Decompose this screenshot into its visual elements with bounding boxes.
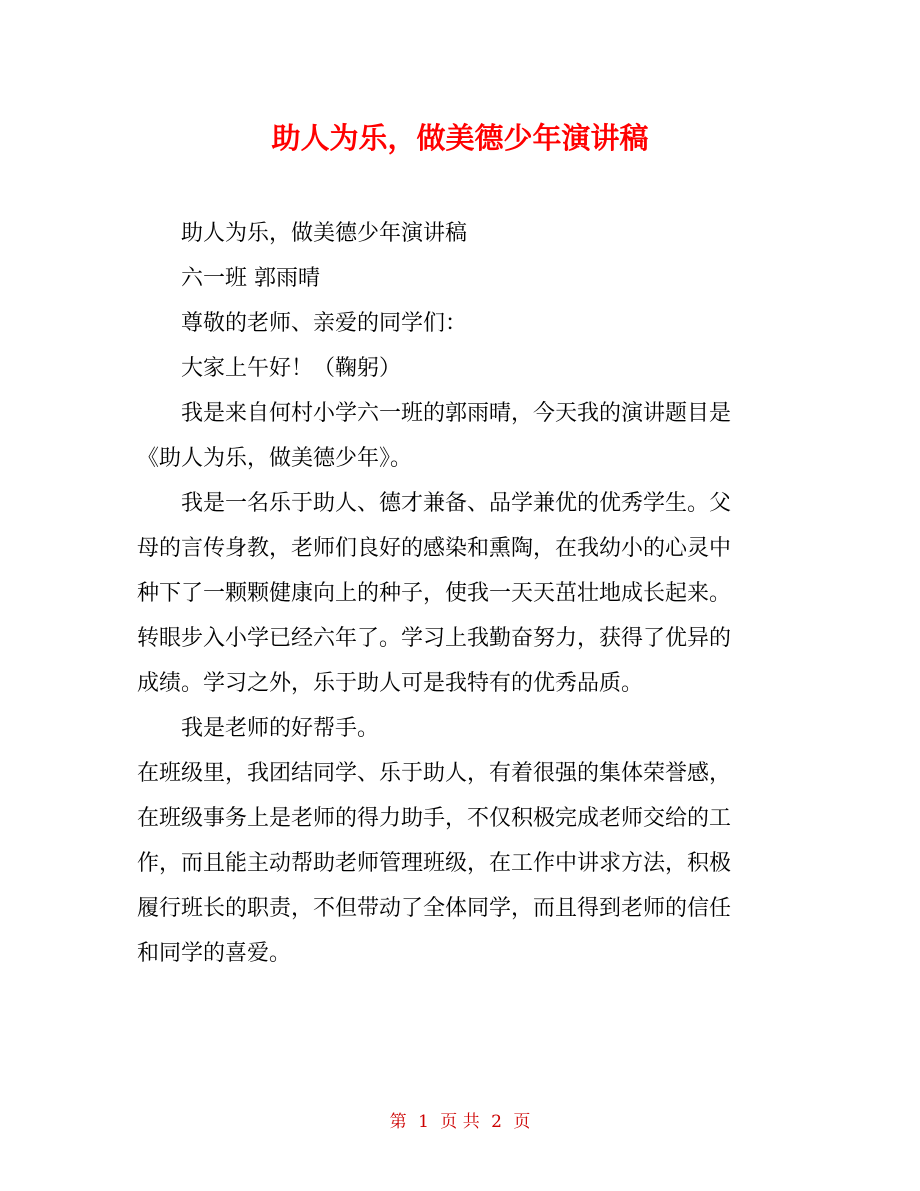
body-line: 种下了一颗颗健康向上的种子，使我一天天茁壮地成长起来。: [137, 581, 732, 606]
body-line: 在班级事务上是老师的得力助手，不仅积极完成老师交给的工: [137, 806, 732, 831]
footer-suffix: 页: [513, 1112, 531, 1132]
document-title: 助人为乐，做美德少年演讲稿: [271, 121, 649, 155]
body-line: 作，而且能主动帮助老师管理班级，在工作中讲求方法，积极: [137, 851, 732, 876]
body-line: 转眼步入小学已经六年了。学习上我勤奋努力，获得了优异的: [137, 626, 732, 651]
body-line-greeting: 大家上午好！（鞠躬）: [181, 356, 402, 381]
body-line: 履行班长的职责，不但带动了全体同学，而且得到老师的信任: [137, 896, 732, 921]
body-line: 成绩。学习之外，乐于助人可是我特有的优秀品质。: [137, 671, 644, 696]
body-line-salutation: 尊敬的老师、亲爱的同学们：: [181, 311, 468, 336]
body-line-heading: 助人为乐，做美德少年演讲稿: [181, 221, 468, 246]
body-line: 《助人为乐，做美德少年》。: [137, 446, 413, 471]
footer-prefix: 第: [389, 1112, 407, 1132]
body-line: 母的言传身教，老师们良好的感染和熏陶，在我幼小的心灵中: [137, 536, 732, 561]
footer-mid: 页 共: [440, 1112, 480, 1132]
body-line: 我是来自何村小学六一班的郭雨晴，今天我的演讲题目是: [181, 401, 732, 426]
document-body: [137, 211, 787, 976]
body-line: 和同学的喜爱。: [137, 941, 292, 966]
body-line: 在班级里，我团结同学、乐于助人，有着很强的集体荣誉感，: [137, 761, 732, 786]
page-number-footer: [0, 1110, 920, 1134]
footer-current-page: 1: [418, 1112, 429, 1132]
body-line: 我是一名乐于助人、德才兼备、品学兼优的优秀学生。父: [181, 491, 732, 516]
body-line-author: 六一班 郭雨晴: [181, 266, 320, 291]
body-line: 我是老师的好帮手。: [181, 716, 380, 741]
footer-total-pages: 2: [491, 1112, 502, 1132]
